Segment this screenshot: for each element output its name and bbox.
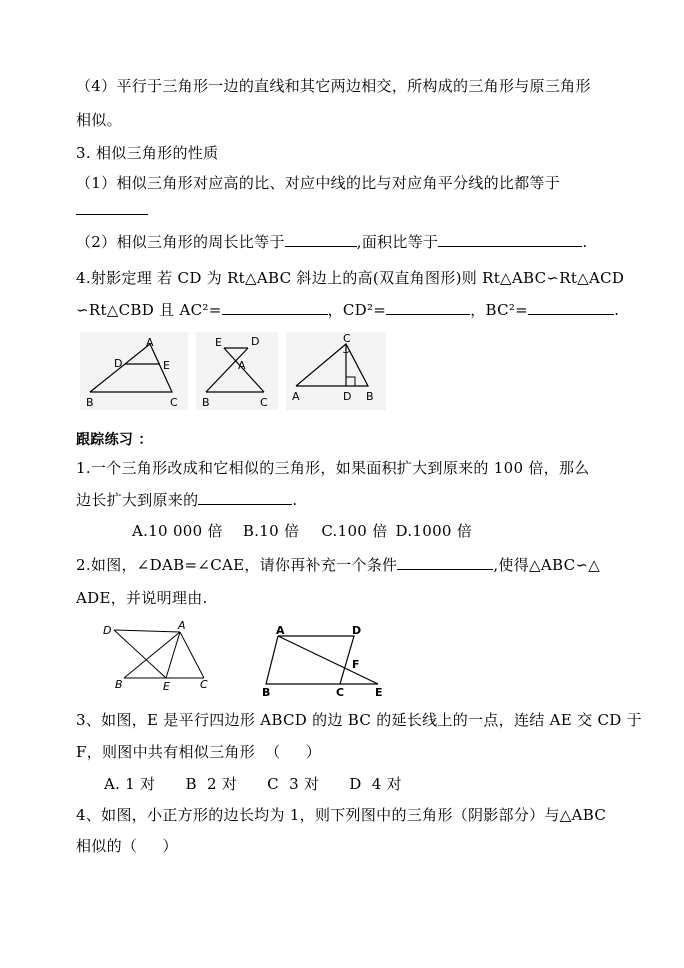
fig3-label-a: A	[292, 390, 300, 403]
fig4-label-b: B	[115, 678, 123, 691]
fig1-label-d: D	[114, 357, 123, 370]
fig1-label-a: A	[146, 336, 154, 349]
q3-option-a[interactable]: A. 1 对	[104, 775, 156, 793]
q3-option-c[interactable]: C 3 对	[267, 775, 320, 793]
fig2-label-d: D	[251, 335, 260, 348]
answer-blank[interactable]	[285, 232, 357, 247]
s4-b: ，CD²=	[327, 301, 387, 319]
q3-option-b[interactable]: B 2 对	[185, 775, 238, 793]
q4-line2: 相似的（ ）	[76, 837, 178, 855]
figure-hourglass	[196, 332, 278, 410]
fig5-label-b: B	[262, 686, 271, 699]
fig5-label-d: D	[352, 624, 362, 637]
fig1-label-c: C	[170, 396, 178, 409]
section3-item1: （1）相似三角形对应高的比、对应中线的比与对应角平分线的比都等于	[76, 174, 561, 192]
section3-item1-blank-line	[76, 200, 148, 220]
section3-title: 3. 相似三角形的性质	[76, 144, 219, 162]
q1-options	[132, 521, 472, 541]
fig2-label-c: C	[260, 396, 268, 409]
q2-text-b: ,使得△ABC∽△	[493, 556, 601, 574]
s4-c: ，BC²=	[470, 301, 529, 319]
section3-item2	[76, 232, 587, 252]
practice-heading: 跟踪练习 ：	[76, 432, 153, 448]
fig3-label-b: B	[366, 390, 374, 403]
fig1-label-b: B	[86, 396, 94, 409]
fig1-label-e: E	[163, 359, 170, 372]
section4-line1: 4.射影定理 若 CD 为 Rt△ABC 斜边上的高(双直角图形)则 Rt△ABC∽Rt△ACD	[76, 269, 625, 287]
fig3-label-c: C	[343, 332, 351, 345]
q1-option-c[interactable]: C.100 倍	[321, 522, 388, 540]
fig2-label-e: E	[215, 336, 222, 349]
q1-text: 边长扩大到原来的	[76, 491, 199, 509]
q1-line2	[76, 490, 297, 510]
figure-right-triangle-altitude	[286, 332, 386, 410]
fig5-label-c: C	[336, 686, 345, 699]
answer-blank[interactable]	[386, 300, 470, 315]
fig4-label-a: A	[178, 619, 186, 632]
figure-triangle-de-parallel	[80, 332, 188, 410]
fig3-label-d: D	[343, 390, 352, 403]
item4-line1: （4）平行于三角形一边的直线和其它两边相交，所构成的三角形与原三角形	[76, 77, 591, 95]
s4-a: ∽Rt△CBD 且 AC²=	[76, 301, 222, 319]
item4-line2: 相似。	[76, 111, 122, 129]
item2-label-b: ,面积比等于	[356, 233, 439, 251]
fig2-label-a: A	[238, 359, 246, 372]
fig5-label-a: A	[276, 624, 285, 637]
answer-blank[interactable]	[222, 300, 328, 315]
q2-line2: ADE，并说明理由.	[76, 589, 208, 607]
fig5-label-f: F	[352, 658, 360, 671]
q1-option-d[interactable]: D.1000 倍	[395, 522, 473, 540]
answer-blank[interactable]	[528, 300, 614, 315]
q2-text-a: 2.如图，∠DAB=∠CAE，请你再补充一个条件	[76, 556, 398, 574]
section4-line2	[76, 300, 619, 320]
answer-blank[interactable]	[438, 232, 582, 247]
q1-end: .	[292, 491, 298, 509]
fig4-label-e: E	[163, 680, 170, 693]
fig2-label-b: B	[202, 396, 210, 409]
answer-blank[interactable]	[198, 490, 292, 505]
figure-parallelogram	[258, 624, 398, 698]
q1-option-a[interactable]: A.10 000 倍	[132, 522, 223, 540]
q3-options	[104, 774, 402, 794]
q1-line1: 1.一个三角形改成和它相似的三角形，如果面积扩大到原来的 100 倍，那么	[76, 459, 590, 477]
q3-option-d[interactable]: D 4 对	[349, 775, 402, 793]
figure-q2-triangles	[100, 619, 220, 693]
s4-end: .	[614, 301, 620, 319]
item2-label-a: （2）相似三角形的周长比等于	[76, 233, 285, 251]
q4-line1: 4、如图，小正方形的边长均为 1，则下列图中的三角形（阴影部分）与△ABC	[76, 806, 607, 824]
answer-blank[interactable]	[397, 555, 493, 570]
q1-option-b[interactable]: B.10 倍	[242, 522, 300, 540]
q3-line1: 3、如图，E 是平行四边形 ABCD 的边 BC 的延长线上的一点，连结 AE 交 CD 于	[76, 711, 642, 729]
fig5-label-e: E	[375, 686, 383, 699]
fig4-label-d: D	[103, 624, 112, 637]
q3-line2: F，则图中共有相似三角形 （ ）	[76, 743, 322, 761]
answer-blank[interactable]	[76, 200, 148, 215]
fig4-label-c: C	[200, 678, 208, 691]
item2-end: .	[582, 233, 588, 251]
q2-line1	[76, 555, 600, 575]
